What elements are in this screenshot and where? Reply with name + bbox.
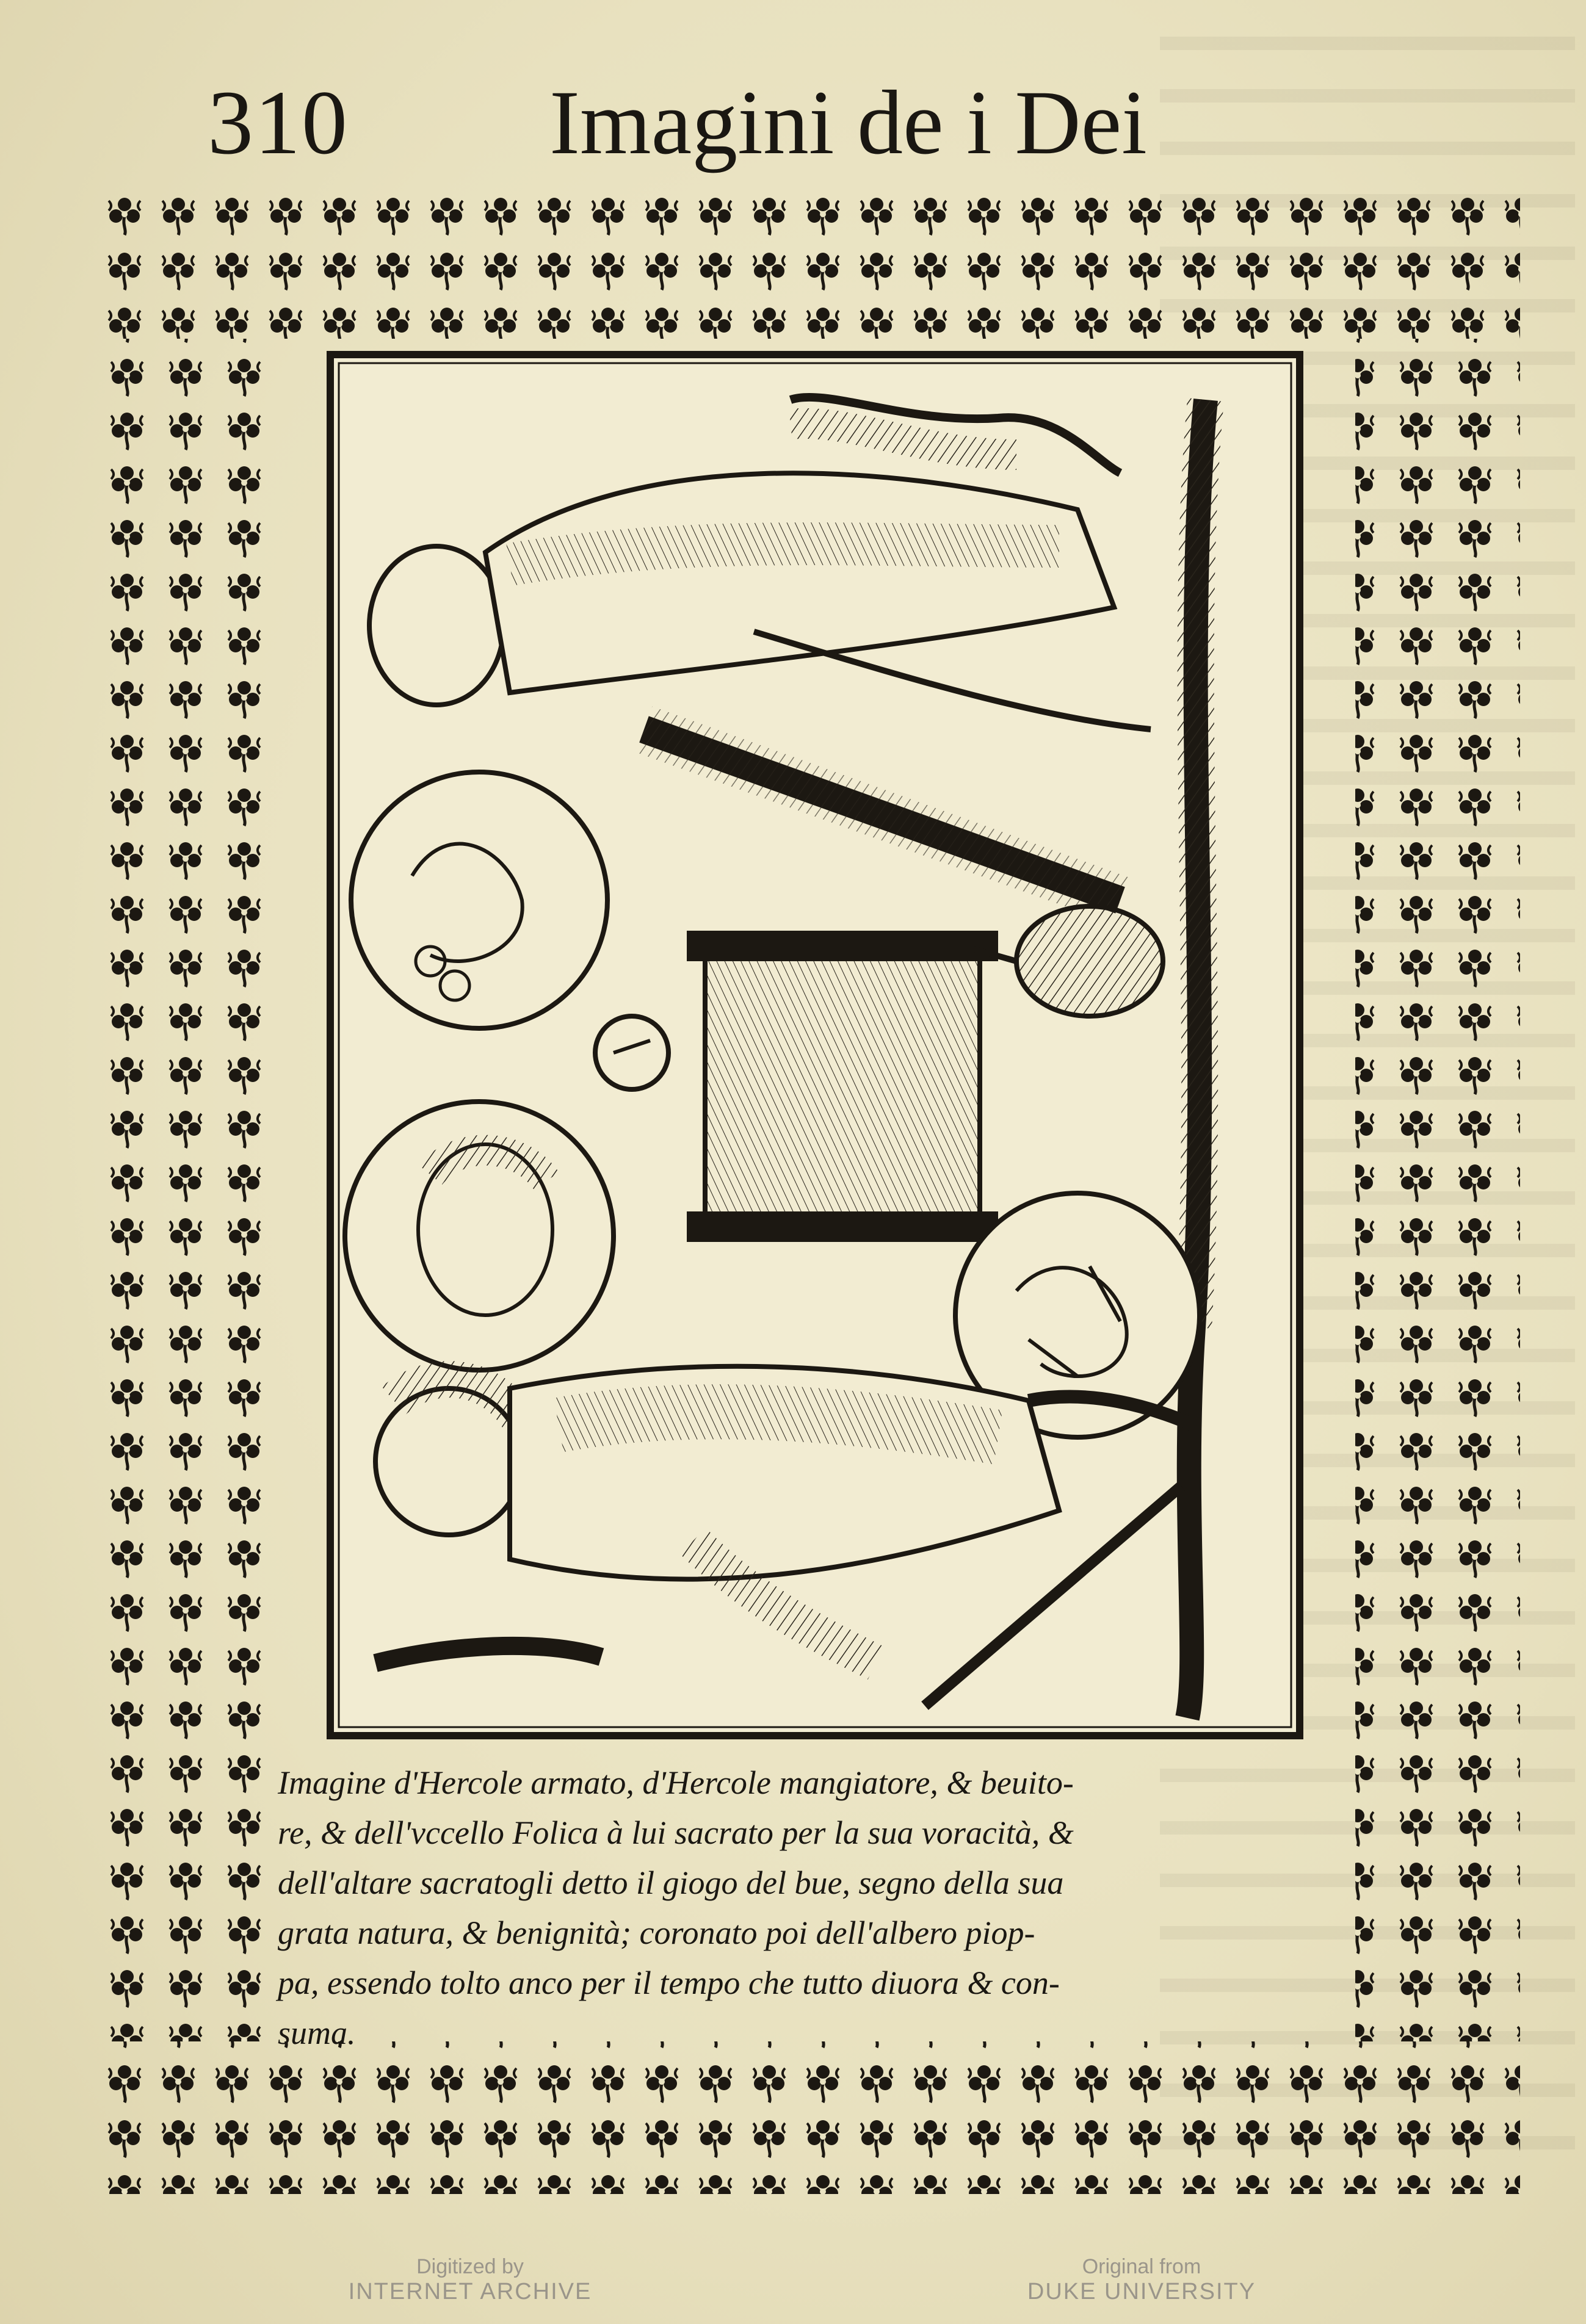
page-number: 310 (208, 72, 349, 173)
caption-line: grata natura, & benignità; coronato poi dell'albero piop- (278, 1914, 1035, 1951)
hercules-woodcut-illustration-icon (327, 351, 1303, 1739)
internet-archive-label: INTERNET ARCHIVE (348, 2279, 592, 2304)
caption-line: pa, essendo tolto anco per il tempo che tutto diuora & con- (278, 1965, 1060, 2001)
original-from-label: Original from (1082, 2255, 1201, 2278)
caption-line: suma. (278, 2015, 356, 2051)
woodcut-caption (278, 1758, 1364, 2058)
caption-line: dell'altare sacratogli detto il giogo del bue, segno della sua (278, 1864, 1064, 1901)
caption-line: Imagine d'Hercole armato, d'Hercole mangiatore, & beuito- (278, 1764, 1074, 1801)
running-title: Imagini de i Dei (549, 72, 1147, 173)
digitized-by-credit (342, 2255, 598, 2305)
duke-university-label: DUKE UNIVERSITY (1027, 2279, 1256, 2304)
caption-line: re, & dell'vccello Folica à lui sacrato per la sua voracità, & (278, 1814, 1074, 1851)
page-header (208, 58, 1367, 186)
original-from-credit (989, 2255, 1294, 2305)
digitized-by-label: Digitized by (416, 2255, 524, 2278)
woodcut-illustration (327, 351, 1303, 1739)
